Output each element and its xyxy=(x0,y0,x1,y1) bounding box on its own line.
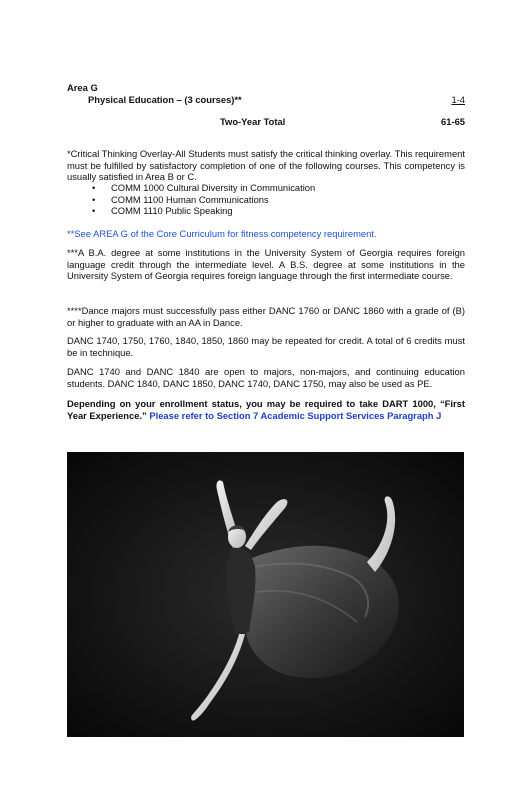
two-year-total-value: 61-65 xyxy=(441,116,465,127)
critical-thinking-paragraph: *Critical Thinking Overlay-All Students must satisfy the critical thinking overlay. This requirement must be fulfilled by satisfactory completion of one of the following courses. This competency is usually satisfied in Area B or C. xyxy=(67,148,465,183)
list-item xyxy=(67,205,465,217)
bullet-icon: • xyxy=(92,205,96,217)
enrollment-paragraph xyxy=(67,398,465,421)
physical-education-row xyxy=(88,94,465,106)
bullet-icon: • xyxy=(92,182,96,193)
enrollment-text: Depending on your enrollment status, you may be required to take DART 1000, “First Year Experience.” xyxy=(67,398,465,421)
repeat-credit-note: DANC 1740, 1750, 1760, 1840, 1850, 1860 may be repeated for credit. A total of 6 credits must be in technique. xyxy=(67,335,465,358)
physical-education-label: Physical Education – (3 courses)** xyxy=(88,94,242,105)
physical-education-credits: 1-4 xyxy=(451,94,465,105)
course-name: COMM 1100 Human Communications xyxy=(111,193,269,205)
list-item xyxy=(67,194,465,206)
area-g-title: Area G xyxy=(67,82,98,93)
section-7-link[interactable]: Please refer to Section 7 Academic Support Services Paragraph J xyxy=(149,409,442,421)
list-item xyxy=(67,182,465,194)
dance-majors-note: ****Dance majors must successfully pass either DANC 1760 or DANC 1860 with a grade of (B) or higher to graduate with an AA in Dance. xyxy=(67,305,465,328)
open-courses-note: DANC 1740 and DANC 1840 are open to majors, non-majors, and continuing education students. DANC 1840, DANC 1850, DANC 1740, DANC 1750, may also be used as PE. xyxy=(67,366,465,389)
critical-thinking-course-list xyxy=(67,182,465,217)
two-year-total-label: Two-Year Total xyxy=(220,116,286,127)
dancer-photo xyxy=(67,452,464,737)
ba-degree-note: ***A B.A. degree at some institutions in the University System of Georgia requires foreign language credit through the intermediate level. A B.S. degree at some institutions in the University System of Georgia requires foreign language through the first intermediate course. xyxy=(67,247,465,282)
course-name: COMM 1110 Public Speaking xyxy=(111,205,233,217)
two-year-total-row xyxy=(220,116,465,128)
area-g-note: **See AREA G of the Core Curriculum for fitness competency requirement. xyxy=(67,228,377,239)
bullet-icon: • xyxy=(92,193,96,205)
course-name: COMM 1000 Cultural Diversity in Communication xyxy=(111,182,316,193)
